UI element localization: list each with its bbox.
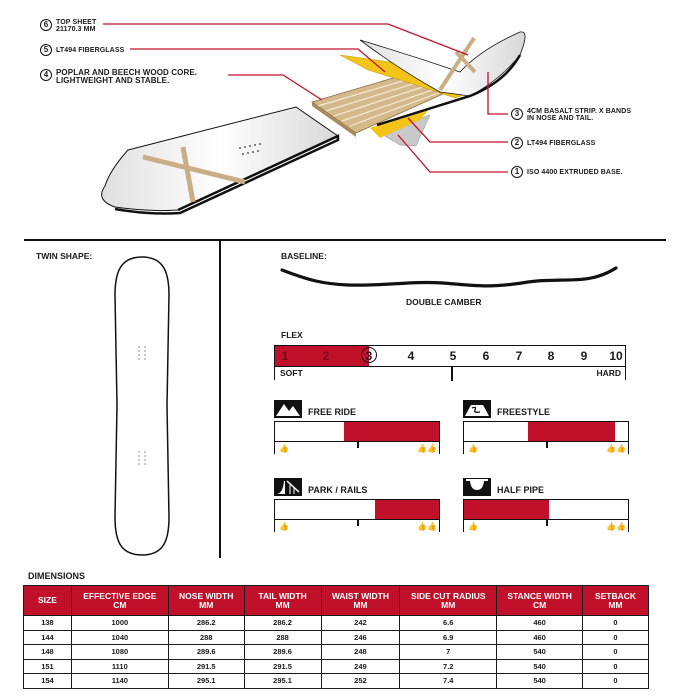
shape-title: TWIN SHAPE: bbox=[36, 251, 93, 261]
column-header: WAIST WIDTH MM bbox=[321, 586, 400, 616]
column-header: STANCE WIDTH CM bbox=[497, 586, 583, 616]
callout-base: 1 ISO 4400 EXTRUDED BASE. bbox=[511, 166, 623, 178]
table-cell: 540 bbox=[497, 674, 583, 689]
table-header-row bbox=[24, 586, 649, 616]
table-row bbox=[24, 674, 649, 689]
riding-bar bbox=[274, 421, 440, 442]
table-cell: 1110 bbox=[71, 659, 168, 674]
riding-label: FREE RIDE bbox=[308, 407, 357, 417]
baseline-profile-label: DOUBLE CAMBER bbox=[406, 297, 482, 307]
flex-selected-marker bbox=[361, 347, 377, 363]
thumbs-up-icon: 👍 bbox=[279, 522, 289, 531]
table-cell: 7.4 bbox=[400, 674, 497, 689]
flex-title: FLEX bbox=[281, 330, 303, 340]
section-divider bbox=[24, 239, 666, 241]
flex-scale-number: 3 bbox=[365, 349, 373, 363]
double-thumbs-up-icon: 👍👍 bbox=[606, 444, 626, 453]
riding-fill bbox=[464, 500, 549, 519]
table-cell: 242 bbox=[321, 616, 400, 631]
flex-scale-number: 2 bbox=[322, 349, 330, 363]
column-header: TAIL WIDTH MM bbox=[244, 586, 321, 616]
table-cell: 151 bbox=[24, 659, 72, 674]
callout-number: 5 bbox=[40, 44, 52, 56]
riding-fill bbox=[375, 500, 439, 519]
mountains-icon bbox=[274, 400, 302, 418]
column-divider bbox=[219, 240, 221, 558]
flex-midpoint-tick bbox=[451, 367, 453, 381]
table-cell: 249 bbox=[321, 659, 400, 674]
column-header: EFFECTIVE EDGE CM bbox=[71, 586, 168, 616]
table-cell: 148 bbox=[24, 645, 72, 660]
table-cell: 0 bbox=[583, 674, 649, 689]
flex-scale-number: 9 bbox=[580, 349, 588, 363]
table-cell: 0 bbox=[583, 659, 649, 674]
dimensions-title: DIMENSIONS bbox=[28, 571, 86, 581]
midpoint-tick bbox=[546, 520, 548, 526]
double-thumbs-up-icon: 👍👍 bbox=[606, 522, 626, 531]
table-cell: 0 bbox=[583, 630, 649, 645]
column-header: SETBACK MM bbox=[583, 586, 649, 616]
table-cell: 246 bbox=[321, 630, 400, 645]
thumbs-up-icon: 👍 bbox=[279, 444, 289, 453]
riding-fill bbox=[344, 422, 439, 441]
table-cell: 289.6 bbox=[244, 645, 321, 660]
midpoint-tick bbox=[546, 442, 548, 448]
column-header: SIDE CUT RADIUS MM bbox=[400, 586, 497, 616]
baseline-profile-curve bbox=[278, 262, 626, 292]
midpoint-tick bbox=[357, 442, 359, 448]
table-cell: 286.2 bbox=[244, 616, 321, 631]
table-row bbox=[24, 616, 649, 631]
flex-hard-label: HARD bbox=[596, 368, 621, 378]
twin-shape-outline bbox=[110, 255, 174, 557]
table-cell: 7 bbox=[400, 645, 497, 660]
flex-scale-number: 1 bbox=[281, 349, 289, 363]
table-cell: 6.6 bbox=[400, 616, 497, 631]
table-cell: 1140 bbox=[71, 674, 168, 689]
callout-number: 1 bbox=[511, 166, 523, 178]
table-cell: 0 bbox=[583, 616, 649, 631]
callout-wood-core: 4 POPLAR AND BEECH WOOD CORE. LIGHTWEIGHT AND STABLE. bbox=[40, 69, 197, 84]
table-cell: 7.2 bbox=[400, 659, 497, 674]
table-cell: 1040 bbox=[71, 630, 168, 645]
riding-label: FREESTYLE bbox=[497, 407, 551, 417]
flex-scale-number: 5 bbox=[449, 349, 457, 363]
flex-scale-number: 6 bbox=[482, 349, 490, 363]
baseline-title: BASELINE: bbox=[281, 251, 327, 261]
riding-fill bbox=[528, 422, 615, 441]
table-cell: 295.1 bbox=[244, 674, 321, 689]
flex-soft-label: SOFT bbox=[280, 368, 303, 378]
callout-top-sheet: 6 TOP SHEET 21170.3 MM bbox=[40, 19, 96, 33]
callout-fiberglass-bottom: 2 LT494 FIBERGLASS bbox=[511, 137, 595, 149]
table-cell: 295.1 bbox=[168, 674, 244, 689]
table-cell: 154 bbox=[24, 674, 72, 689]
callout-basalt-strip: 3 4CM BASALT STRIP. X BANDS IN NOSE AND TAIL. bbox=[511, 108, 631, 122]
half-pipe-icon bbox=[463, 478, 491, 496]
table-cell: 1080 bbox=[71, 645, 168, 660]
riding-bar bbox=[463, 499, 629, 520]
table-cell: 460 bbox=[497, 616, 583, 631]
table-cell: 252 bbox=[321, 674, 400, 689]
riding-bar bbox=[274, 499, 440, 520]
park-rails-icon bbox=[274, 478, 302, 496]
riding-freestyle bbox=[463, 398, 629, 454]
table-cell: 291.5 bbox=[168, 659, 244, 674]
riding-half-pipe bbox=[463, 476, 629, 532]
table-cell: 138 bbox=[24, 616, 72, 631]
table-cell: 540 bbox=[497, 659, 583, 674]
riding-label: PARK / RAILS bbox=[308, 485, 368, 495]
callout-number: 2 bbox=[511, 137, 523, 149]
flex-scale-number: 4 bbox=[407, 349, 415, 363]
riding-bar bbox=[463, 421, 629, 442]
table-cell: 6.9 bbox=[400, 630, 497, 645]
double-thumbs-up-icon: 👍👍 bbox=[417, 522, 437, 531]
table-cell: 540 bbox=[497, 645, 583, 660]
table-cell: 0 bbox=[583, 645, 649, 660]
table-cell: 144 bbox=[24, 630, 72, 645]
column-header: NOSE WIDTH MM bbox=[168, 586, 244, 616]
thumbs-up-icon: 👍 bbox=[468, 444, 478, 453]
table-cell: 288 bbox=[244, 630, 321, 645]
table-cell: 286.2 bbox=[168, 616, 244, 631]
flex-scale-number: 7 bbox=[515, 349, 523, 363]
table-cell: 289.6 bbox=[168, 645, 244, 660]
table-row bbox=[24, 630, 649, 645]
table-row bbox=[24, 659, 649, 674]
table-cell: 291.5 bbox=[244, 659, 321, 674]
flex-scale-number: 10 bbox=[609, 349, 623, 363]
riding-label: HALF PIPE bbox=[497, 485, 545, 495]
riding-free-ride bbox=[274, 398, 440, 454]
thumbs-up-icon: 👍 bbox=[468, 522, 478, 531]
callout-number: 4 bbox=[40, 69, 52, 81]
midpoint-tick bbox=[357, 520, 359, 526]
table-cell: 248 bbox=[321, 645, 400, 660]
flex-scale bbox=[274, 366, 626, 380]
flex-rating-bar bbox=[274, 345, 626, 366]
board-tail-section bbox=[102, 107, 338, 214]
table-row bbox=[24, 645, 649, 660]
table-cell: 1000 bbox=[71, 616, 168, 631]
dimensions-table bbox=[23, 585, 649, 689]
table-cell: 460 bbox=[497, 630, 583, 645]
column-header: SIZE bbox=[24, 586, 72, 616]
callout-number: 3 bbox=[511, 108, 523, 120]
callout-number: 6 bbox=[40, 19, 52, 31]
table-cell: 288 bbox=[168, 630, 244, 645]
double-thumbs-up-icon: 👍👍 bbox=[417, 444, 437, 453]
callout-fiberglass-top: 5 LT494 FIBERGLASS bbox=[40, 44, 124, 56]
riding-park-rails bbox=[274, 476, 440, 532]
freestyle-icon bbox=[463, 400, 491, 418]
flex-scale-number: 8 bbox=[547, 349, 555, 363]
